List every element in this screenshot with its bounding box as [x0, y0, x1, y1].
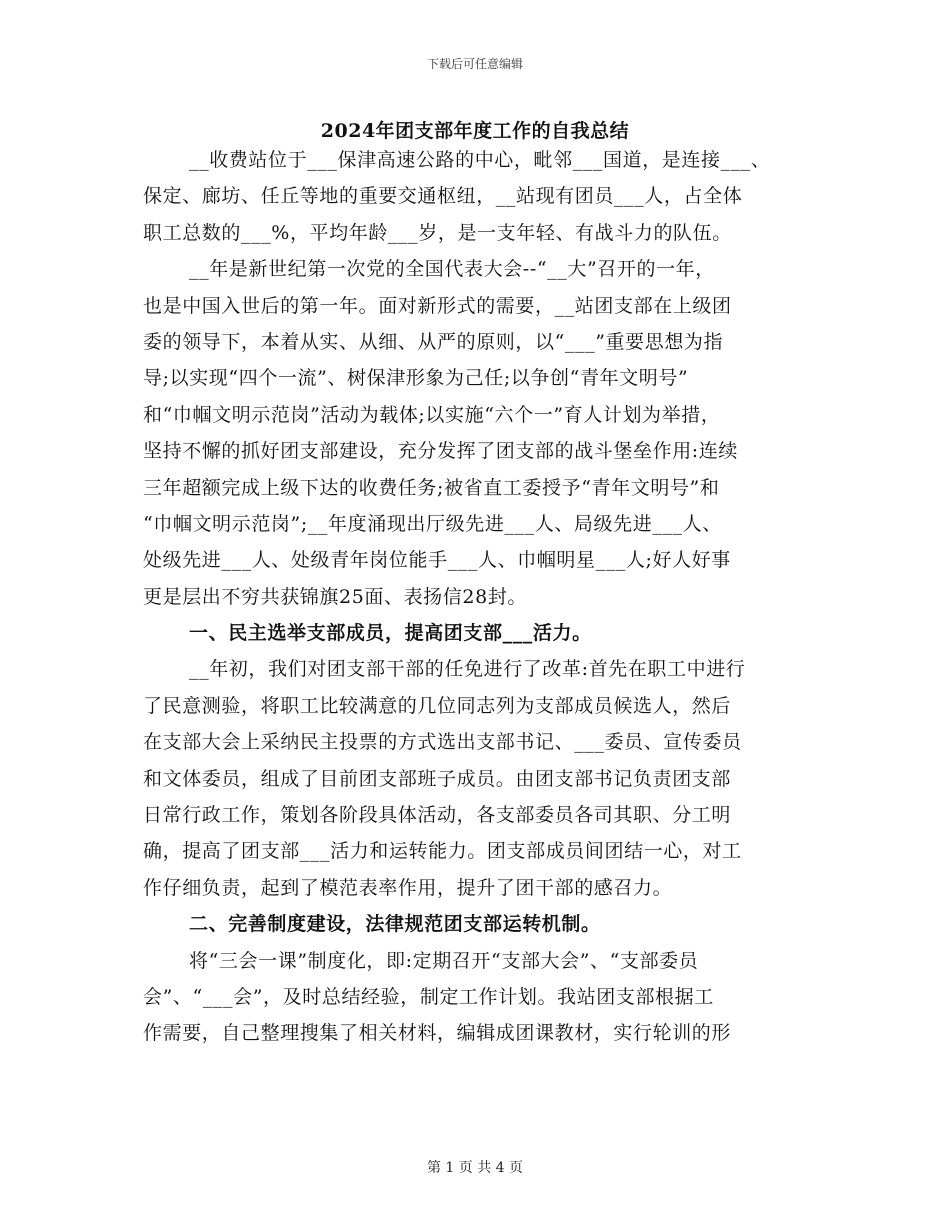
document-body: [143, 142, 823, 1052]
paragraph-line: __年是新世纪第一次党的全国代表大会--“__大”召开的一年，: [189, 258, 715, 281]
paragraph-line: 处级先进___人、处级青年岗位能手___人、巾帼明星___人;好人好事: [143, 549, 731, 572]
paragraph-line: __年初，我们对团支部干部的任免进行了改革:首先在职工中进行: [189, 658, 746, 681]
paragraph-line: 将“三会一课”制度化，即:定期召开“支部大会”、“支部委员: [189, 949, 699, 972]
paragraph-line: 作需要，自己整理搜集了相关材料，编辑成团课教材，实行轮训的形: [143, 1022, 732, 1045]
section-heading: 二、完善制度建设，法律规范团支部运转机制。: [189, 913, 601, 936]
paragraph-line: 三年超额完成上级下达的收费任务;被省直工委授予“青年文明号”和: [143, 476, 720, 499]
paragraph-line: 日常行政工作，策划各阶段具体活动，各支部委员各司其职、分工明: [143, 804, 732, 827]
paragraph-line: 职工总数的___%，平均年龄___岁，是一支年轻、有战斗力的队伍。: [143, 221, 732, 244]
header-note: 下载后可任意编辑: [426, 57, 523, 71]
paragraph-line: 委的领导下，本着从实、从细、从严的原则，以“___”重要思想为指: [143, 330, 724, 353]
paragraph-line: 会”、“___会”，及时总结经验，制定工作计划。我站团支部根据工: [143, 985, 714, 1008]
page-footer: 第 1 页 共 4 页: [426, 1160, 524, 1176]
paragraph-line: __收费站位于___保津高速公路的中心，毗邻___国道，是连接___、: [189, 149, 771, 171]
paragraph-line: 导;以实现“四个一流”、树保津形象为己任;以争创“青年文明号”: [143, 367, 689, 390]
paragraph-line: 和文体委员，组成了目前团支部班子成员。由团支部书记负责团支部: [143, 767, 732, 790]
document-title: 2024年团支部年度工作的自我总结: [320, 120, 630, 142]
paragraph-line: 确，提高了团支部___活力和运转能力。团支部成员间团结一心，对工: [143, 840, 742, 863]
paragraph-line: 保定、廊坊、任丘等地的重要交通枢纽，__站现有团员___人，占全体: [143, 185, 743, 208]
paragraph-line: 了民意测验，将职工比较满意的几位同志列为支部成员候选人，然后: [143, 694, 732, 717]
paragraph-line: 在支部大会上采纳民主投票的方式选出支部书记、___委员、宣传委员: [143, 731, 742, 754]
paragraph-line: 也是中国入世后的第一年。面对新形式的需要，__站团支部在上级团: [143, 294, 732, 317]
paragraph-line: “巾帼文明示范岗”;__年度涌现出厅级先进___人、局级先进___人、: [143, 512, 722, 535]
paragraph-line: 作仔细负责，起到了模范表率作用，提升了团干部的感召力。: [143, 876, 673, 899]
paragraph-line: 坚持不懈的抓好团支部建设，充分发挥了团支部的战斗堡垒作用:连续: [143, 440, 739, 463]
paragraph-line: 和“巾帼文明示范岗”活动为载体;以实施“六个一”育人计划为举措，: [143, 403, 721, 426]
paragraph-line: 更是层出不穷共获锦旗25面、表扬信28封。: [143, 585, 527, 608]
section-heading: 一、民主选举支部成员，提高团支部___活力。: [189, 622, 592, 645]
